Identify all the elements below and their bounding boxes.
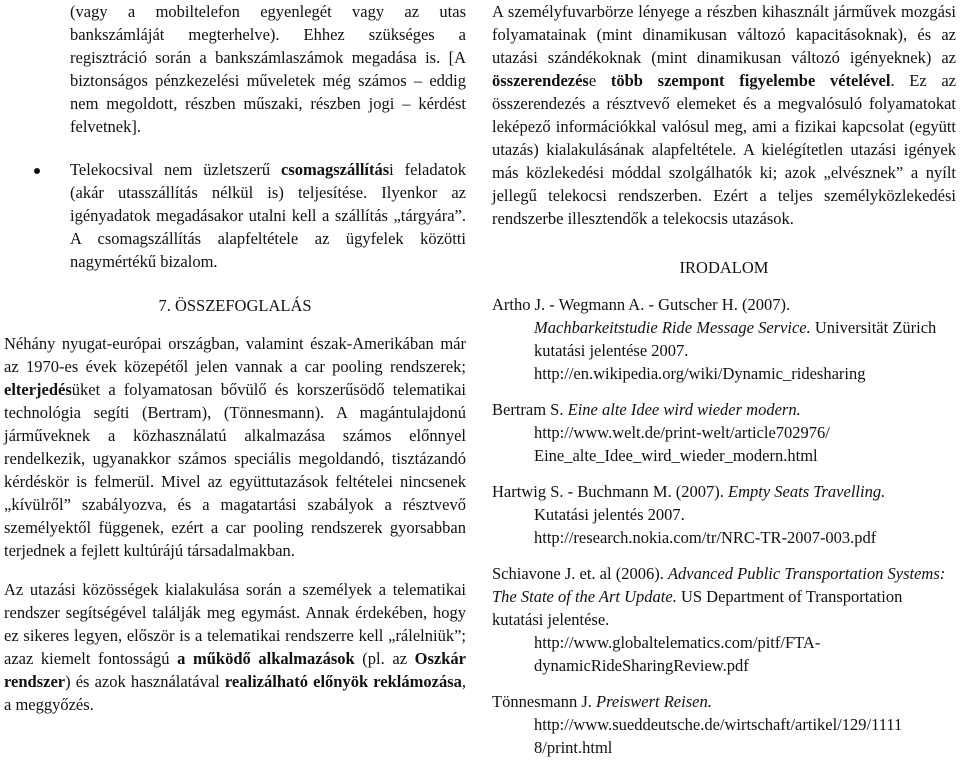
reference-item <box>492 480 956 549</box>
reference-item <box>492 562 956 677</box>
bullet-bold-term: csomagszállítás <box>281 160 390 179</box>
bullet-dot-icon <box>34 168 40 174</box>
text-run: A személyfuvarbörze lényege a részben kihasznált járművek mozgási folyamatainak (mint dinamikusan változó kapacitásoknak), és az utazási szándékoknak (mint dinamikusan változó igényeknek) az <box>492 2 956 67</box>
reference-title: Eine alte Idee wird wieder modern. <box>567 400 801 419</box>
bullet-text-part: i feladatok (akár utasszállítás nélkül is) teljesítése. Ilyenkor az igényadatok megadásakor utalni kell a szállítás „tárgyára”. A csomagszállítás alapfeltétele az ügyfelek közötti nagymértékű bizalom. <box>70 160 466 271</box>
reference-rest: US Department of Transportation kutatási jelentése. <box>492 587 903 629</box>
text-run: . Ez az összerendezés a résztvevő elemeket és a megvalósuló folyamatokat leképező információkkal valósul meg, ami a fizikai kapcsolat (együtt utazás) kialakulásának alapfeltétele. A kielégítetlen utazási igények más közlekedési móddal szolgálhatók ki; azok „elvésznek” a nyílt jellegű telekocsi rendszerben. Ezért a teljes személyközlekedési rendszerbe illesztendők a telekocsis utazások. <box>492 71 956 228</box>
summary-paragraph-2 <box>4 578 466 716</box>
bullet-text <box>70 158 466 273</box>
bold-run: összerendezés <box>492 71 589 90</box>
reference-url[interactable]: http://www.sueddeutsche.de/wirtschaft/artikel/129/1111 <box>534 715 903 734</box>
text-run: Az utazási közösségek kialakulása során a személyek a telematikai rendszer segítségével találják meg egymást. Annak érdekében, hogy ez sikeres legyen, először is a telematikai rendszerre kell „rálelniük”; azaz kiemelt fontosságú <box>4 580 466 668</box>
reference-author: Tönnesmann J. <box>492 692 597 711</box>
bold-run: több szempont figyelembe vételével <box>610 71 891 90</box>
reference-url[interactable]: 8/print.html <box>534 738 613 757</box>
reference-rest: Universität Zürich kutatási jelentése 2007. <box>534 318 937 360</box>
text-run: Néhány nyugat-európai országban, valamint észak-Amerikában már az 1970-es évek közepétől jelen vannak a car pooling rendszerek; <box>4 334 466 376</box>
text-run: (pl. az <box>354 649 415 668</box>
text-run: ) és azok használatával <box>65 672 225 691</box>
intro-paragraph <box>492 0 956 230</box>
reference-title: Advanced Public Transportation Systems: The State of the Art Update. <box>492 564 946 606</box>
reference-item <box>492 690 956 759</box>
bold-run: realizálható előnyök reklámozása <box>224 672 462 691</box>
reference-author-line <box>492 562 956 631</box>
reference-author: Bertram S. <box>492 400 568 419</box>
reference-author: Schiavone J. et. al (2006). <box>492 564 668 583</box>
reference-title: Preiswert Reisen. <box>596 692 712 711</box>
text-run: , a meggyőzés. <box>4 672 466 714</box>
bold-run: elterjedés <box>4 380 72 399</box>
reference-detail <box>492 316 956 362</box>
reference-rest: Kutatási jelentés 2007. <box>534 505 685 524</box>
reference-author-line <box>492 398 956 421</box>
reference-author-line <box>492 690 956 713</box>
continued-paragraph: (vagy a mobiltelefon egyenlegét vagy az utas bankszámláját megterhelve). Ehhez szükséges a regisztráció során a bankszámlaszámok megadása is. [A biztonságos pénzkezelési műveletek még számos – eddig nem megoldott, részben műszaki, részben jogi – kérdést felvetnek]. <box>70 2 466 136</box>
reference-author: Hartwig S. - Buchmann M. (2007). <box>492 482 729 501</box>
reference-title: Empty Seats Travelling. <box>728 482 886 501</box>
references-heading: IRODALOM <box>679 258 769 277</box>
reference-url[interactable]: http://en.wikipedia.org/wiki/Dynamic_ridesharing <box>534 364 866 383</box>
reference-url[interactable]: Eine_alte_Idee_wird_wieder_modern.html <box>534 446 818 465</box>
reference-url[interactable]: http://www.globaltelematics.com/pitf/FTA- <box>534 633 821 652</box>
reference-url[interactable]: http://www.welt.de/print-welt/article702976/ <box>534 423 830 442</box>
summary-paragraph-1 <box>4 332 466 562</box>
reference-url[interactable]: http://research.nokia.com/tr/NRC-TR-2007-003.pdf <box>534 528 877 547</box>
section-heading: 7. ÖSSZEFOGLALÁS <box>158 296 312 315</box>
bullet-item <box>4 158 466 273</box>
bold-run: a működő alkalmazások <box>177 649 355 668</box>
bullet-text-part: Telekocsival nem üzletszerű <box>70 160 282 179</box>
reference-url[interactable]: dynamicRideSharingReview.pdf <box>534 656 749 675</box>
text-run: e <box>588 71 611 90</box>
reference-title: Machbarkeitstudie Ride Message Service. <box>534 318 811 337</box>
reference-item <box>492 293 956 385</box>
right-column <box>492 0 956 772</box>
bold-run: Oszkár rendszer <box>4 649 466 691</box>
reference-item <box>492 398 956 467</box>
text-run: üket a folyamatosan bővülő és korszerűsödő telematikai technológia segíti (Bertram), (Tönnesmann). A magántulajdonú járműveknek a közhasználatú alkalmazása számos előnnyel rendelkezik, ugyanakkor számos speciális megoldandó, tisztázandó kérdéskör is felmerül. Mivel az együttutazások feltételei nincsenek „kívülről” szabályozva, és a magatartási szabályok a résztvevő személyektől függenek, ezért a car pooling rendszerek gyorsabban terjednek a fejlett kultúrájú társadalmakban. <box>4 380 466 560</box>
reference-author-line <box>492 480 956 503</box>
left-column <box>4 0 466 716</box>
reference-author: Artho J. - Wegmann A. - Gutscher H. (2007). <box>492 295 791 314</box>
